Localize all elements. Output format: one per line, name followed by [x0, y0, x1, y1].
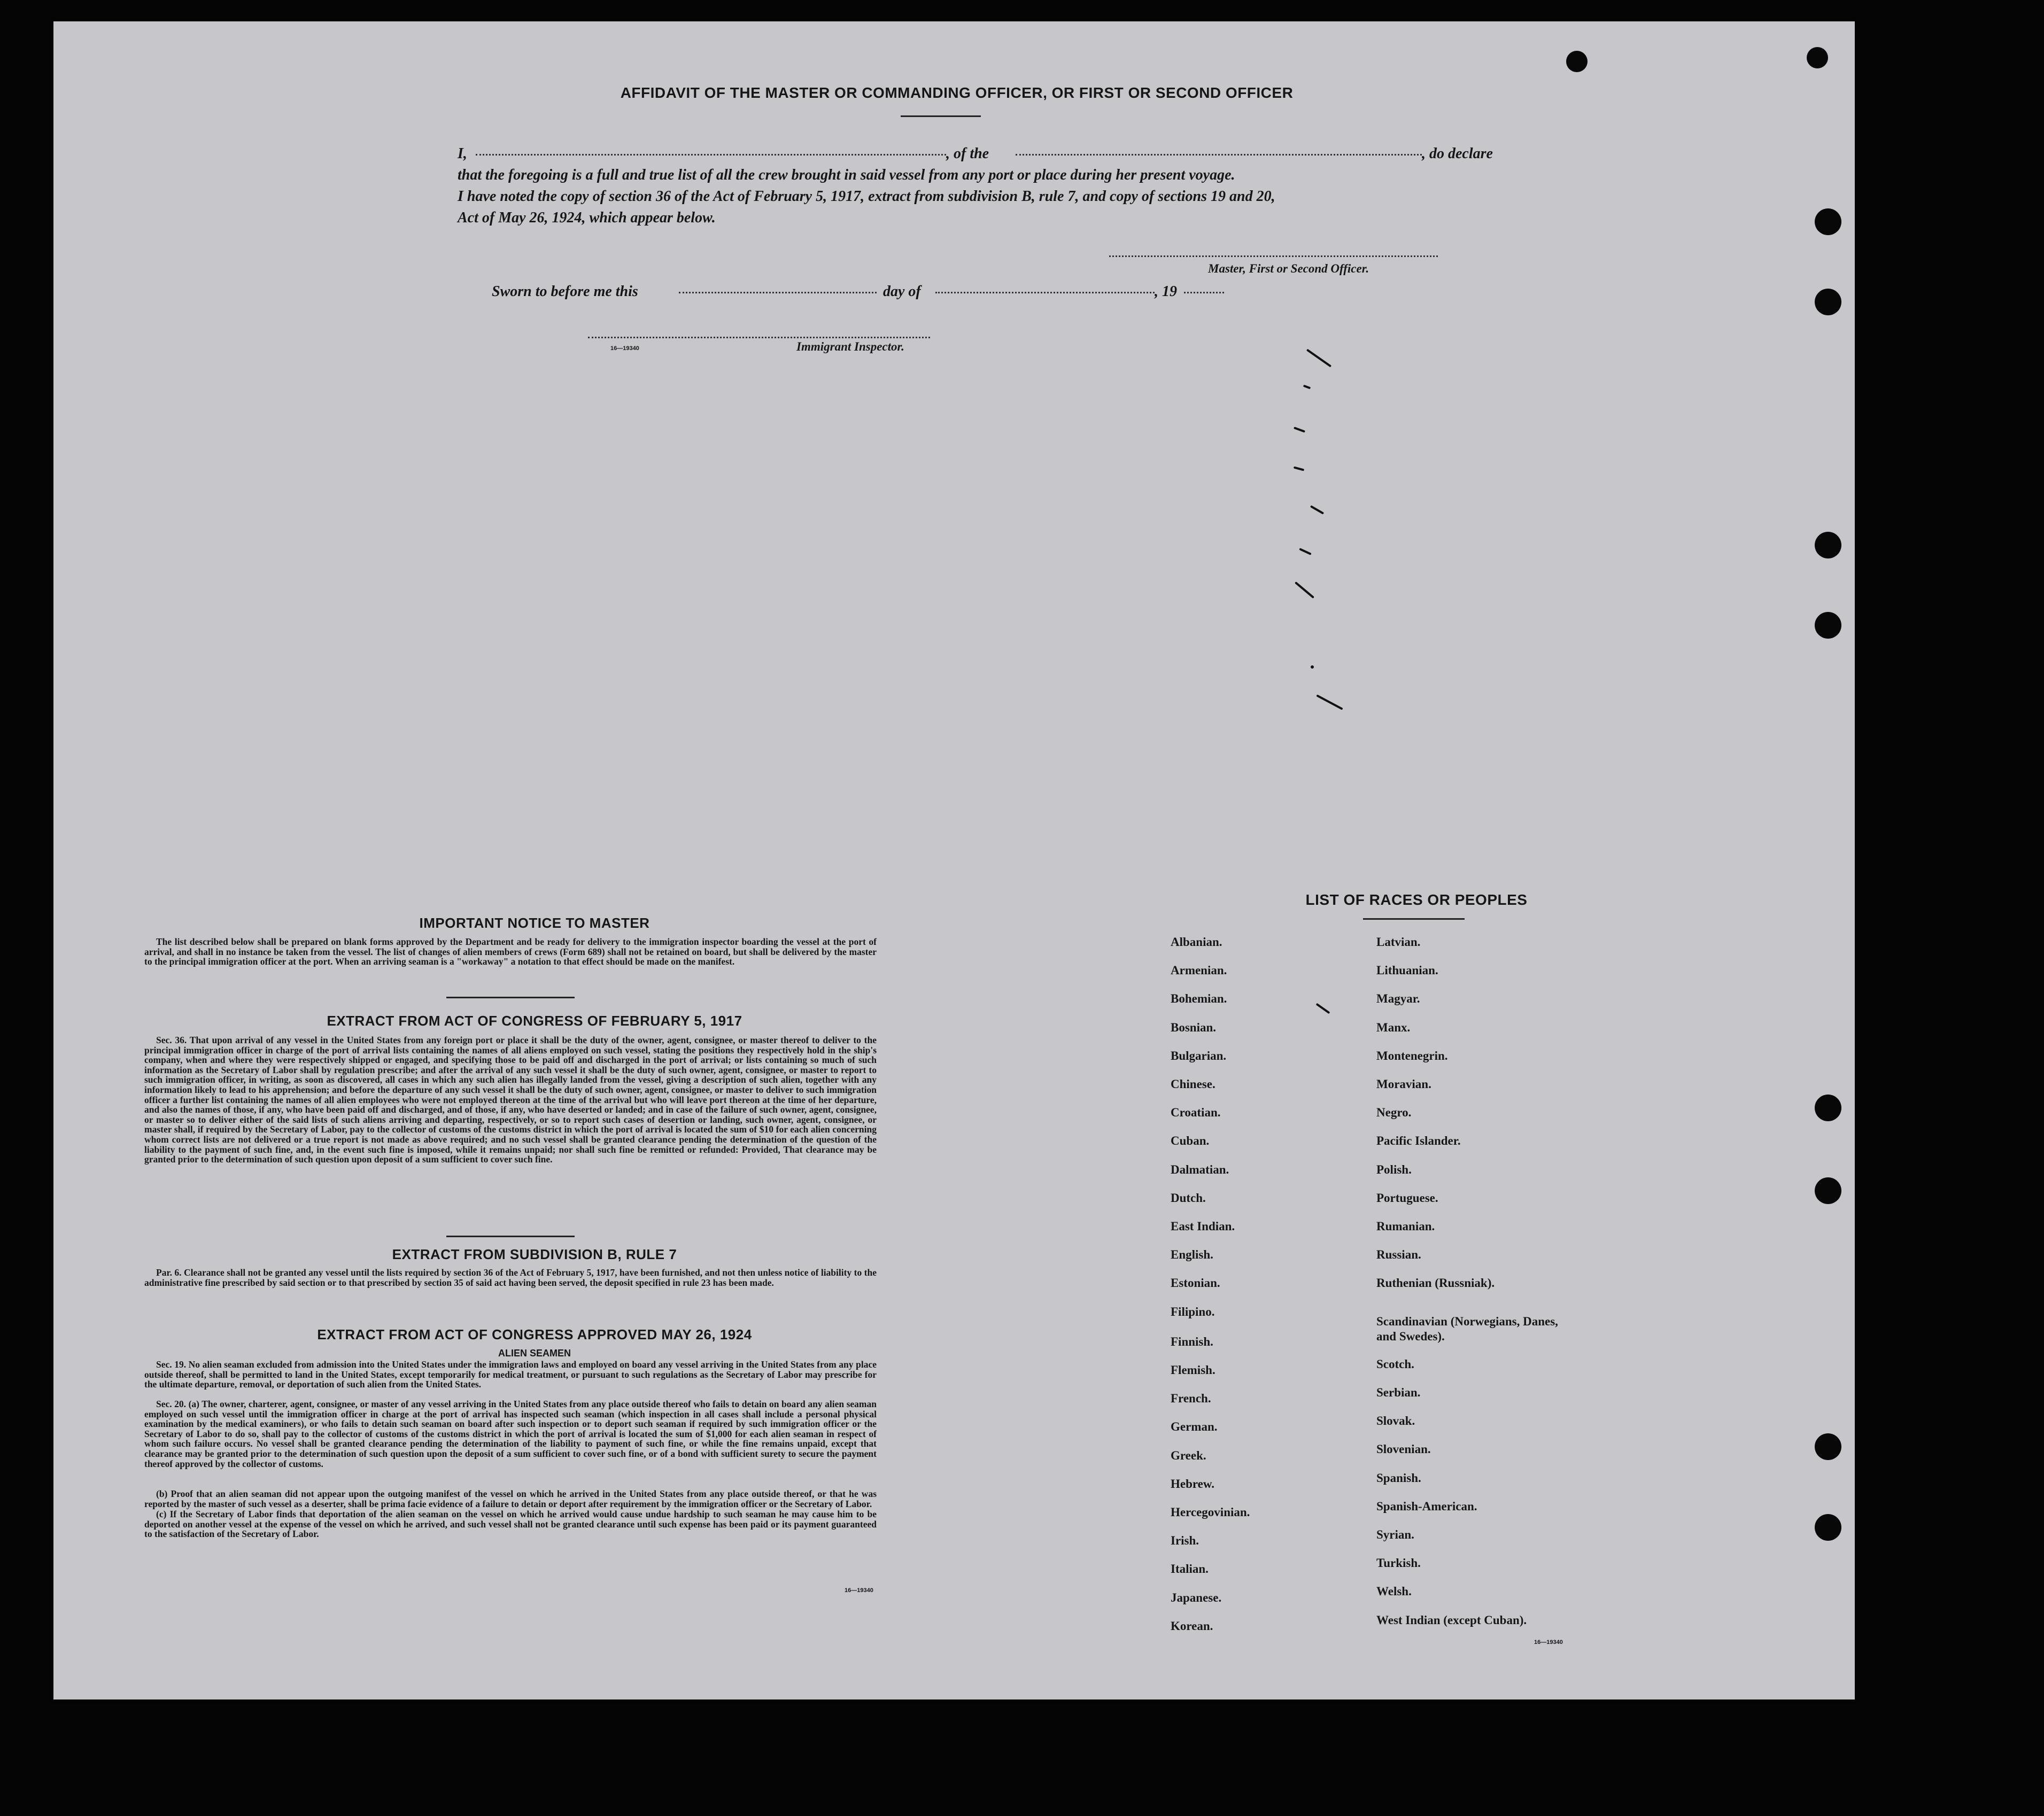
punch-hole [1815, 1514, 1841, 1541]
inspector-signature-field[interactable] [588, 337, 930, 338]
extract-1917-title: EXTRACT FROM ACT OF CONGRESS OF FEBRUARY 5, 1917 [327, 1013, 742, 1029]
punch-hole [1815, 612, 1841, 639]
race-item: Moravian. [1376, 1077, 1431, 1091]
pen-mark [1294, 426, 1305, 432]
master-signature-field[interactable] [1109, 255, 1438, 257]
race-item: Dutch. [1171, 1191, 1206, 1205]
section-rule [446, 1236, 575, 1237]
master-signature-label: Master, First or Second Officer. [1208, 262, 1369, 275]
punch-hole [1815, 1433, 1841, 1460]
declarant-name-field[interactable] [476, 154, 946, 156]
pen-mark [1303, 385, 1311, 390]
pen-mark [1306, 349, 1331, 368]
race-item: Spanish. [1376, 1471, 1421, 1485]
form-page [53, 21, 1855, 1699]
races-rule [1363, 918, 1465, 920]
race-item: Latvian. [1376, 935, 1421, 949]
sec20b-body: (b) Proof that an alien seaman did not appear upon the outgoing manifest of the vessel on which he arrived in the United States from any place outside thereof, or that he was reported by the master of such vessel as a deserter, shall be prima facie evidence of a failure to detain or deport after requirement by the immigration officer or the Secretary of Labor. [144, 1488, 877, 1509]
punch-hole [1807, 47, 1828, 68]
race-item: Lithuanian. [1376, 964, 1438, 977]
race-item: Greek. [1171, 1448, 1206, 1462]
race-item: Flemish. [1171, 1363, 1215, 1377]
affidavit-i: I, [458, 145, 467, 162]
race-item: Bohemian. [1171, 992, 1227, 1006]
sworn-date-field[interactable] [679, 292, 877, 293]
punch-hole [1815, 532, 1841, 558]
race-item: Scotch. [1376, 1357, 1414, 1371]
form-number: 16—19340 [845, 1587, 873, 1594]
extract-1917-body: Sec. 36. That upon arrival of any vessel in the United States from any foreign port or place it shall be the duty of the owner, agent, consignee, or master thereof to deliver to the principal immigration officer in charge of the port of arrival lists containing the names of all aliens employed on such vessel, stating the positions they respectively hold in the ship's company, when and where they were respectively shipped or engaged, and specifying those to be paid off and discharged in the port of arrival; or lists containing so much of such information as the Secretary of Labor shall by regulation prescribe; and after the arrival of any such vessel it shall be the duty of such owner, agent, consignee, or master to report to such immigration officer, in writing, as soon as discovered, all cases in which any such alien has illegally landed from the vessel, giving a description of such alien, together with any information likely to lead to his apprehension; and before the departure of any such vessel it shall be the duty of such owner, agent, consignee, or master to deliver to such immigration officer a further list containing the names of all alien employees who were not employed thereon at the time of the arrival but who will leave port thereon at the time of her departure, and also the names of those, if any, who have been paid off and discharged, and of those, if any, who have deserted or landed; and in case of the failure of such owner, agent, consignee, or master so to deliver either of the said lists of such aliens arriving and departing, respectively, or so to report such cases of desertion or landing, such owner, agent, consignee, or master shall, if required by the Secretary of Labor, pay to the collector of customs of the customs district in which the port of arrival is located the sum of $10 for each alien concerning whom correct lists are not delivered or a true report is not made as above required; and no such vessel shall be granted clearance pending the determination of the question of the liability to the payment of such fine, and, in the event such fine is imposed, while it remains unpaid; nor shall such fine be remitted or refunded: Provided, That clearance may be granted prior to the determination of such question upon deposit of a sum sufficient to cover such fine. [144, 1035, 877, 1165]
extract-1924-title: EXTRACT FROM ACT OF CONGRESS APPROVED MAY 26, 1924 [317, 1326, 752, 1342]
race-item: Manx. [1376, 1020, 1411, 1034]
race-item: Irish. [1171, 1534, 1199, 1548]
race-item: Slovak. [1376, 1414, 1415, 1428]
affidavit-line-2: that the foregoing is a full and true list of all the crew brought in said vessel from any port or place during her present voyage. [458, 167, 1235, 183]
races-title: LIST OF RACES OR PEOPLES [1305, 891, 1528, 908]
race-item: Japanese. [1171, 1590, 1222, 1604]
race-item: Finnish. [1171, 1334, 1213, 1348]
punch-hole [1815, 289, 1841, 315]
race-item: Albanian. [1171, 935, 1222, 949]
day-of-text: day of [883, 283, 921, 300]
race-item: Bulgarian. [1171, 1049, 1227, 1062]
race-item: Rumanian. [1376, 1220, 1435, 1233]
race-item: Pacific Islander. [1376, 1134, 1461, 1148]
punch-hole [1815, 208, 1841, 235]
race-item: Scandinavian (Norwegians, Danes, and Swedes). [1376, 1314, 1558, 1343]
race-item: Estonian. [1171, 1276, 1220, 1290]
race-item: Hercegovinian. [1171, 1505, 1250, 1519]
form-number: 16—19340 [1534, 1639, 1563, 1646]
race-item: Slovenian. [1376, 1442, 1431, 1456]
race-item: Hebrew. [1171, 1477, 1214, 1491]
affidavit-of-the: , of the [946, 145, 989, 162]
race-item: Syrian. [1376, 1528, 1414, 1541]
affidavit-line-4: Act of May 26, 1924, which appear below. [458, 209, 716, 226]
punch-hole [1815, 1095, 1841, 1121]
pen-mark [1316, 694, 1343, 710]
sec19-body: Sec. 19. No alien seaman excluded from admission into the United States under the immigration laws and employed on board any vessel arriving in the United States from any place outside thereof, shall be permitted to land in the United States, except temporarily for medical treatment, or pursuant to such regulations as the Secretary of Labor may prescribe for the ultimate departure, removal, or deportation of such alien from the United States. [144, 1359, 877, 1390]
sec20c-body: (c) If the Secretary of Labor finds that deportation of the alien seaman on the vessel on which he arrived would cause undue hardship to such seaman he may cause him to be deported on another vessel at the expense of the vessel on which he arrived, and such vessel shall not be granted clearance until such expense has been paid or its payment guaranteed to the satisfaction of the Secretary of Labor. [144, 1509, 877, 1540]
pen-mark [1311, 665, 1314, 669]
race-item: Chinese. [1171, 1077, 1215, 1091]
pen-mark [1299, 548, 1311, 555]
race-item: Italian. [1171, 1562, 1209, 1576]
notice-title: IMPORTANT NOTICE TO MASTER [419, 915, 650, 931]
punch-hole [1815, 1177, 1841, 1204]
race-item: East Indian. [1171, 1220, 1235, 1233]
race-item: Dalmatian. [1171, 1162, 1229, 1176]
race-item: Polish. [1376, 1162, 1412, 1176]
title-rule [901, 115, 981, 117]
race-item: Welsh. [1376, 1585, 1412, 1598]
inspector-label: Immigrant Inspector. [796, 340, 904, 353]
race-item: German. [1171, 1420, 1218, 1434]
race-item: Croatian. [1171, 1106, 1221, 1120]
race-item: Bosnian. [1171, 1020, 1217, 1034]
race-item: English. [1171, 1248, 1213, 1262]
vessel-name-field[interactable] [1016, 154, 1422, 156]
race-item: Korean. [1171, 1619, 1213, 1633]
year-prefix: , 19 [1155, 283, 1177, 300]
rule7-title: EXTRACT FROM SUBDIVISION B, RULE 7 [392, 1246, 677, 1262]
pen-mark [1295, 581, 1314, 599]
race-item: Ruthenian (Russniak). [1376, 1276, 1495, 1290]
sworn-year-field[interactable] [1184, 292, 1224, 293]
race-item: Montenegrin. [1376, 1049, 1448, 1062]
notice-body: The list described below shall be prepared on blank forms approved by the Department and be ready for delivery to the immigration inspector boarding the vessel at the port of arrival, and shall in no instance be taken from the vessel. The list of changes of alien members of crews (Form 689) shall not be retained on board, but shall be delivered by the master to the principal immigration officer at the port. When an arriving seaman is a "workaway" a notation to that effect should be made on the manifest. [144, 936, 877, 967]
sworn-month-field[interactable] [935, 292, 1155, 293]
alien-seamen-subtitle: ALIEN SEAMEN [498, 1348, 571, 1359]
pen-mark [1294, 466, 1304, 471]
race-item: Portuguese. [1376, 1191, 1438, 1205]
pen-mark [1316, 1003, 1330, 1014]
race-item: Russian. [1376, 1248, 1421, 1262]
race-item: West Indian (except Cuban). [1376, 1613, 1527, 1627]
punch-hole [1566, 51, 1588, 72]
race-item: Negro. [1376, 1106, 1412, 1120]
race-item: Serbian. [1376, 1386, 1421, 1399]
race-item: Spanish-American. [1376, 1499, 1477, 1513]
race-item: Cuban. [1171, 1134, 1210, 1148]
form-number: 16—19340 [610, 345, 639, 352]
affidavit-declare: , do declare [1422, 145, 1493, 162]
section-rule [446, 997, 575, 998]
race-item: Turkish. [1376, 1556, 1421, 1570]
affidavit-line-3: I have noted the copy of section 36 of the Act of February 5, 1917, extract from subdivision B, rule 7, and copy of sections 19 and 20, [458, 188, 1275, 205]
race-item: Magyar. [1376, 992, 1420, 1006]
sworn-text: Sworn to before me this [492, 283, 638, 300]
rule7-body: Par. 6. Clearance shall not be granted any vessel until the lists required by section 36 of the Act of February 5, 1917, have been furnished, and not then unless notice of liability to the administrative fine prescribed by said section or to that prescribed by section 35 of said act having been served, the deposit specified in rule 23 has been made. [144, 1267, 877, 1288]
race-item: French. [1171, 1392, 1211, 1406]
affidavit-title: AFFIDAVIT OF THE MASTER OR COMMANDING OFFICER, OR FIRST OR SECOND OFFICER [620, 84, 1294, 101]
pen-mark [1310, 505, 1324, 514]
sec20a-body: Sec. 20. (a) The owner, charterer, agent, consignee, or master of any vessel arriving in the United States from any place outside thereof who fails to detain on board any alien seaman employed on such vessel until the immigration officer in charge at the port of arrival has inspected such seaman (which inspection in all cases shall include a personal physical examination by the medical examiners), or who fails to detain such seaman on board after such inspection or to deport such seaman if required by such immigration officer or the Secretary of Labor to do so, shall pay to the collector of customs of the customs district in which the port of arrival is located the sum of $1,000 for each alien seaman in respect of whom such failure occurs. No vessel shall be granted clearance pending the determination of the liability to payment of such fine, or while the fine remains unpaid, except that clearance may be granted prior to the determination of such question upon the deposit of a sum sufficient to cover such fine, or of a bond with sufficient surety to secure the payment thereof approved by the collector of customs. [144, 1399, 877, 1469]
race-item: Filipino. [1171, 1305, 1215, 1318]
race-item: Armenian. [1171, 964, 1227, 977]
